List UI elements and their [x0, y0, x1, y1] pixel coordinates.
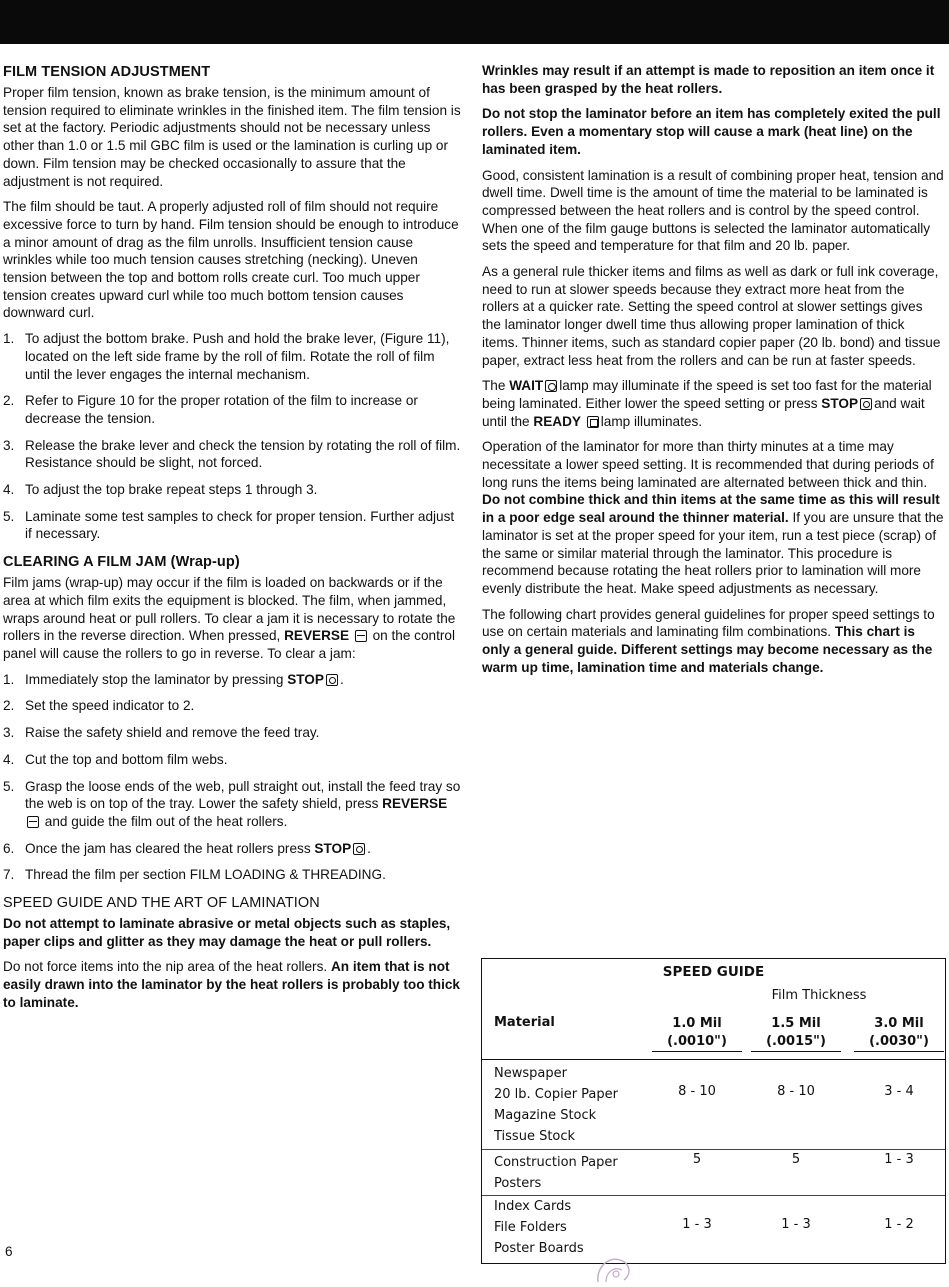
stop-icon	[860, 398, 872, 410]
film-tension-heading: FILM TENSION ADJUSTMENT	[3, 64, 211, 80]
group-3-materials: Index Cards File Folders Poster Boards	[494, 1199, 584, 1256]
general-rule-paragraph: As a general rule thicker items and films as well as dark or full ink coverage, need to run at slower speeds because they extract more heat from the rollers at a quicker rate. Setting the speed control at slower settings gives the laminator longer dwell time thus allowing proper lamination of thick items. Thinner items, such as standard copier paper (20 lb. bond) and tissue paper, extract less heat from the rollers and can be run at faster speeds.	[482, 264, 941, 368]
group-2-materials: Construction Paper Posters	[494, 1155, 618, 1191]
film-thickness-label: Film Thickness	[771, 988, 867, 1003]
film-jam-paragraph: Film jams (wrap-up) may occur if the film is loaded on backwards or if the area at which film exits the equipment is blocked. The film, when jammed, wraps around heat or pull rollers. To clear a jam it is necessary to rotate the rollers in the reverse direction. When pressed, REVERSE on the control panel will cause the rollers to go in reverse. To clear a jam:	[3, 575, 456, 661]
speed-guide-title: SPEED GUIDE	[662, 964, 765, 980]
table-cell: 1 - 3	[682, 1217, 712, 1232]
group-1-materials: Newspaper 20 lb. Copier Paper Magazine Stock Tissue Stock	[494, 1066, 618, 1144]
table-cell: 5	[791, 1152, 801, 1167]
operation-paragraph: Operation of the laminator for more than thirty minutes at a time may necessitate a lower speed setting. It is recommended that during periods of long runs the items being laminated are alternated between thick and thin. Do not combine thick and thin items at the same time as this will result in a poor edge seal around the thinner material. If you are unsure that the laminator is set at the proper speed for your item, run a test piece (scrap) of the same or similar material through the laminator. This procedure is recommend because rotating the heat rollers prior to lamination will more evenly distribute the heat. Make speed adjustments as necessary.	[482, 439, 944, 596]
left-column	[3, 62, 463, 1020]
speed-art-heading: SPEED GUIDE AND THE ART OF LAMINATION	[3, 895, 320, 912]
stop-icon	[326, 674, 338, 686]
column-header-1-5-mil: 1.5 Mil (.0015")	[751, 1015, 841, 1052]
table-cell: 1 - 3	[781, 1217, 811, 1232]
speed-art-paragraph-2: Do not force items into the nip area of the heat rollers. An item that is not easily drawn into the laminator by the heat rollers is probably too thick to laminate.	[3, 959, 460, 1010]
right-column	[482, 62, 944, 685]
list-item: 4. Cut the top and bottom film webs.	[3, 751, 228, 767]
table-cell: 5	[692, 1152, 702, 1167]
reverse-icon	[27, 816, 39, 828]
list-item: 2. Refer to Figure 10 for the proper rotation of the film to increase or decrease the tension.	[3, 393, 418, 426]
table-cell: 8 - 10	[678, 1084, 716, 1099]
list-item: 5. Laminate some test samples to check for proper tension. Further adjust if necessary.	[3, 508, 455, 542]
header-divider	[482, 1059, 945, 1060]
table-cell: 1 - 2	[884, 1217, 914, 1232]
material-header: Material	[494, 1015, 555, 1030]
jam-steps-list	[3, 671, 463, 884]
wait-icon	[545, 380, 557, 392]
page-number: 6	[5, 1244, 13, 1259]
list-item: 5. Grasp the loose ends of the web, pull straight out, install the feed tray so the web is on top of the tray. Lower the safety shield, press REVERSE and guide the film out of the heat rollers.	[3, 778, 461, 829]
table-cell: 8 - 10	[777, 1084, 815, 1099]
table-cell: 1 - 3	[884, 1152, 914, 1167]
reverse-icon	[355, 630, 367, 642]
list-item: 2. Set the speed indicator to 2.	[3, 698, 195, 714]
list-item: 7. Thread the film per section FILM LOADING & THREADING.	[3, 867, 386, 883]
list-item: 1. To adjust the bottom brake. Push and hold the brake lever, (Figure 11), located on the left side frame by the roll of film. Rotate the roll of film until the lever engages the internal mechanism.	[3, 331, 450, 382]
dwell-time-paragraph: Good, consistent lamination is a result of combining proper heat, tension and dwell time. Dwell time is the amount of time the material to be laminated is compressed between the heat rollers and is control by the speed control. When one of the film gauge buttons is selected the laminator automatically sets the speed and temperature for that film and 20 lb. paper.	[482, 167, 944, 254]
speed-guide-table	[481, 958, 946, 1264]
list-item: 6. Once the jam has cleared the heat rollers press STOP .	[3, 840, 371, 856]
table-cell: 3 - 4	[884, 1084, 914, 1099]
chart-intro-paragraph: The following chart provides general guidelines for proper speed settings to use on certain materials and laminating film combinations. This chart is only a general guide. Different settings may become necessary as the warm up time, lamination time and materials change.	[482, 606, 935, 675]
stop-icon	[353, 843, 365, 855]
film-tension-paragraph-2: The film should be taut. A properly adjusted roll of film should not require excessive force to turn by hand. Film tension should be enough to introduce a minor amount of drag as the film unrolls. Insufficient tension cause wrinkles while too much tension causes stretching (necking). Uneven tension between the top and bottom rolls create curl. Too much upper tension creates upward curl while too much bottom tension causes downward curl.	[3, 199, 459, 321]
group-divider	[482, 1149, 945, 1150]
list-item: 4. To adjust the top brake repeat steps 1 through 3.	[3, 482, 318, 498]
list-item: 1. Immediately stop the laminator by pressing STOP .	[3, 671, 344, 687]
stop-warning-paragraph: Do not stop the laminator before an item has completely exited the pull rollers. Even a momentary stop will cause a mark (heat line) on the laminated item.	[482, 106, 941, 157]
header-bar	[0, 0, 949, 44]
ready-icon	[587, 416, 599, 428]
list-item: 3. Raise the safety shield and remove the feed tray.	[3, 725, 320, 741]
brake-steps-list	[3, 330, 463, 543]
column-header-3-0-mil: 3.0 Mil (.0030")	[854, 1015, 944, 1052]
film-jam-heading: CLEARING A FILM JAM (Wrap-up)	[3, 554, 240, 571]
watermark-icon	[592, 1252, 638, 1287]
wrinkles-paragraph: Wrinkles may result if an attempt is made to reposition an item once it has been grasped by the heat rollers.	[482, 63, 935, 96]
wait-lamp-paragraph: The WAIT lamp may illuminate if the speed is set too fast for the material being laminated. Either lower the speed setting or press STOP and wait until the READY lamp illuminates.	[482, 378, 932, 429]
speed-art-paragraph-1: Do not attempt to laminate abrasive or metal objects such as staples, paper clips and glitter as they may damage the heat or pull rollers.	[3, 916, 451, 949]
column-header-1-0-mil: 1.0 Mil (.0010")	[652, 1015, 742, 1052]
list-item: 3. Release the brake lever and check the tension by rotating the roll of film. Resistance should be slight, not forced.	[3, 437, 461, 471]
film-tension-paragraph-1: Proper film tension, known as brake tension, is the minimum amount of tension required to eliminate wrinkles in the finished item. The film tension is set at the factory. Periodic adjustments should not be necessary unless other than 1.0 or 1.5 mil GBC film is used or the lamination is curling up or down. Film tension may be checked occasionally to assure that the adjustment is not required.	[3, 85, 461, 189]
